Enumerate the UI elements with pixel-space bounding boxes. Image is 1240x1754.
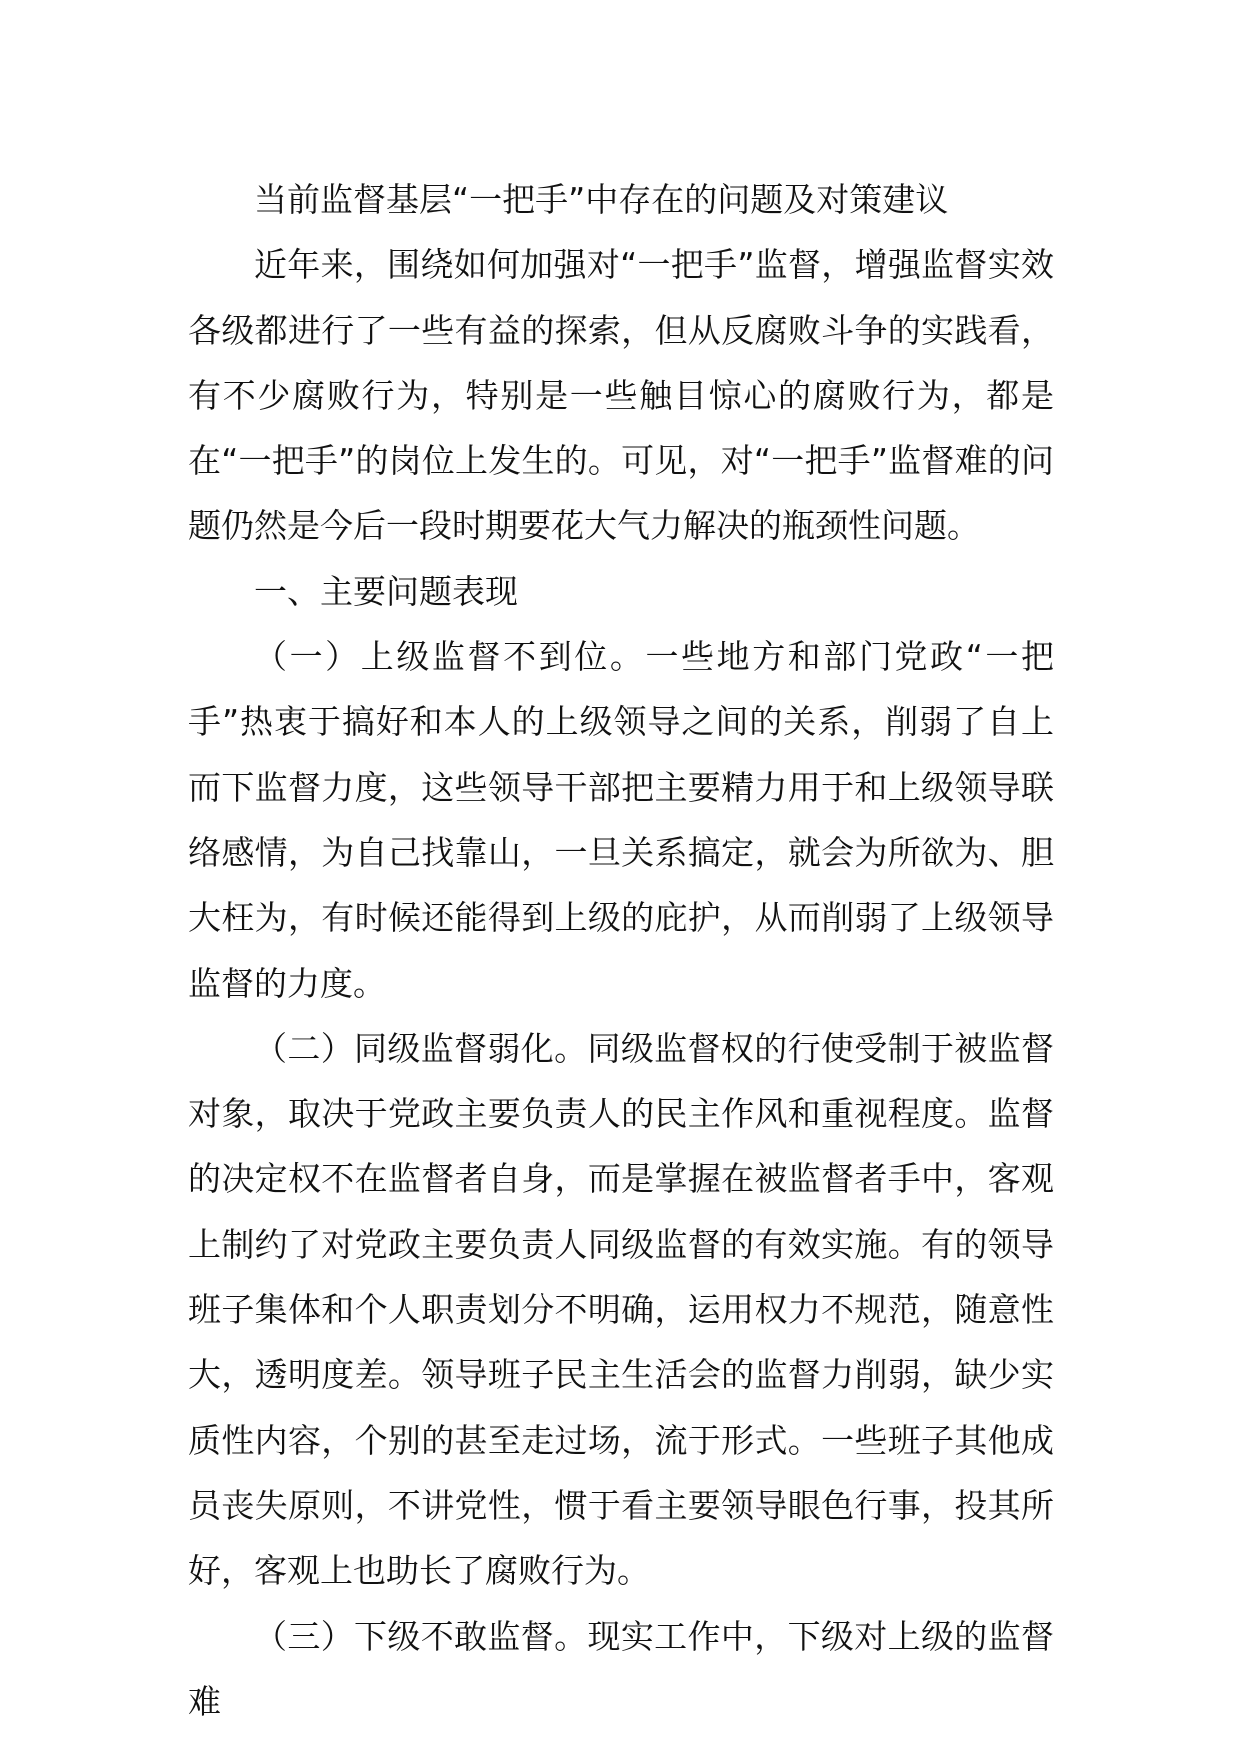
paragraph-superior-supervision: （一）上级监督不到位。一些地方和部门党政“一把手”热衷于搞好和本人的上级领导之间的关系，削弱了自上而下监督力度，这些领导干部把主要精力用于和上级领导联络感情，为自己找靠山，一旦关系搞定，就会为所欲为、胆大枉为，有时候还能得到上级的庇护，从而削弱了上级领导监督的力度。: [188, 637, 1054, 1003]
document-page: [188, 167, 1054, 1734]
paragraph-peer-supervision: （二）同级监督弱化。同级监督权的行使受制于被监督对象，取决于党政主要负责人的民主作风和重视程度。监督的决定权不在监督者自身，而是掌握在被监督者手中，客观上制约了对党政主要负责人同级监督的有效实施。有的领导班子集体和个人职责划分不明确，运用权力不规范，随意性大，透明度差。领导班子民主生活会的监督力削弱，缺少实质性内容，个别的甚至走过场，流于形式。一些班子其他成员丧失原则，不讲党性，惯于看主要领导眼色行事，投其所好，客观上也助长了腐败行为。: [188, 1028, 1054, 1591]
paragraph-intro: 近年来，围绕如何加强对“一把手”监督，增强监督实效各级都进行了一些有益的探索，但从反腐败斗争的实践看，有不少腐败行为，特别是一些触目惊心的腐败行为，都是在“一把手”的岗位上发生的。可见，对“一把手”监督难的问题仍然是今后一段时期要花大气力解决的瓶颈性问题。: [188, 245, 1054, 546]
paragraph-subordinate-supervision: （三）下级不敢监督。现实工作中，下级对上级的监督难: [188, 1616, 1054, 1721]
section-heading: 一、主要问题表现: [254, 571, 518, 611]
document-title: 当前监督基层“一把手”中存在的问题及对策建议: [254, 180, 949, 219]
